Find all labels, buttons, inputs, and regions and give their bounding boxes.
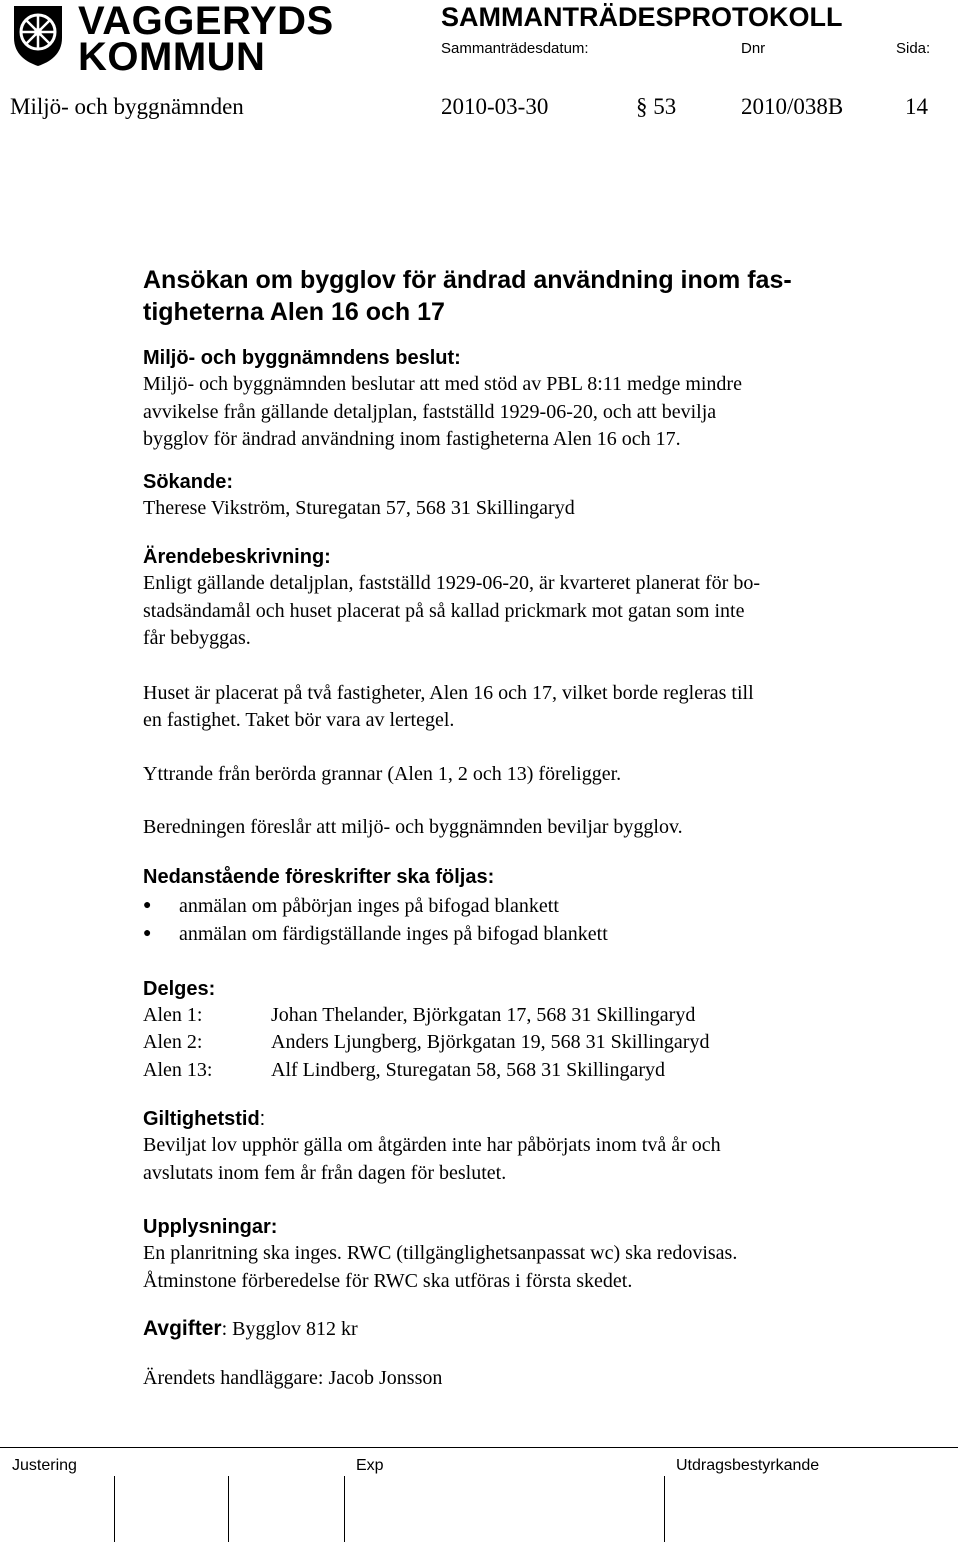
info-heading: Upplysningar: [143, 1216, 278, 1238]
description-paragraph-2: Huset är placerat på två fastigheter, Alen 16 och 17, vilket borde regleras till en fastighet. Taket bör vara av lertegel. [143, 681, 754, 731]
applicant-heading: Sökande: [143, 470, 234, 493]
table-row: Alen 1: Johan Thelander, Björkgatan 17, 568 31 Skillingaryd [143, 1003, 696, 1026]
footer-divider [0, 1447, 958, 1448]
certification-label: Utdragsbestyrkande [676, 1457, 820, 1474]
document-title: SAMMANTRÄDESPROTOKOLL [441, 2, 843, 32]
table-row: Alen 2: Anders Ljungberg, Björkgatan 19, 568 31 Skillingaryd [143, 1031, 710, 1053]
requirements-list [143, 892, 883, 948]
municipality-logo [10, 2, 66, 68]
description-paragraph-4: Beredningen föreslår att miljö- och byggnämnden beviljar bygglov. [143, 816, 683, 838]
distribution-heading: Delges: [143, 977, 216, 1000]
signature-box-2 [114, 1476, 229, 1542]
page-label: Sida: [896, 40, 931, 57]
requirements-heading: Nedanstående föreskrifter ska följas: [143, 865, 495, 888]
info-text: En planritning ska inges. RWC (tillgänglighetsanpassat wc) ska redovisas. Åtminstone förberedelse för RWC ska utföras i första skedet. [143, 1242, 738, 1292]
decision-text: Miljö- och byggnämnden beslutar att med stöd av PBL 8:11 medge mindre avvikelse från gällande detaljplan, fastställd 1929-06-20, och att bevilja bygglov för ändrad användning inom fastigheterna Alen 16 och 17. [143, 373, 742, 450]
date-label: Sammanträdesdatum: [441, 40, 589, 57]
list-item: ● anmälan om påbörjan inges på bifogad blankett [143, 892, 883, 920]
section-number: § 53 [636, 94, 677, 119]
committee-name: Miljö- och byggnämnden [10, 94, 244, 119]
applicant-text: Therese Vikström, Sturegatan 57, 568 31 Skillingaryd [143, 496, 575, 519]
brand-name-line1: VAGGERYDS [78, 0, 334, 43]
fees-text: : Bygglov 812 kr [221, 1318, 358, 1340]
meeting-date: 2010-03-30 [441, 94, 549, 119]
case-handler: Ärendets handläggare: Jacob Jonsson [143, 1367, 443, 1389]
dnr-label: Dnr [741, 40, 766, 57]
list-item: ● anmälan om färdigställande inges på bifogad blankett [143, 920, 883, 948]
table-row: Alen 13: Alf Lindberg, Sturegatan 58, 568 31 Skillingaryd [143, 1058, 666, 1081]
decision-heading: Miljö- och byggnämndens beslut: [143, 347, 461, 369]
document-body [143, 264, 883, 1393]
signature-box-3 [228, 1476, 345, 1542]
exp-label: Exp [356, 1457, 384, 1474]
case-title [143, 264, 883, 328]
case-title-line2: tigheterna Alen 16 och 17 [143, 298, 445, 326]
justering-label: Justering [12, 1457, 77, 1474]
case-number: 2010/038B [741, 94, 844, 119]
fees-heading: Avgifter [143, 1317, 222, 1340]
description-paragraph-3: Yttrande från berörda grannar (Alen 1, 2 och 13) föreligger. [143, 762, 622, 785]
description-paragraph-1: Enligt gällande detaljplan, fastställd 1929-06-20, är kvarteret planerat för bo- stadsändamål och huset placerat på så kallad prickmark mot gatan som inte får bebyggas. [143, 572, 761, 649]
validity-text: Beviljat lov upphör gälla om åtgärden inte har påbörjats inom två år och avslutats inom fem år från dagen för beslutet. [143, 1134, 721, 1184]
brand-name-line2: KOMMUN [78, 35, 266, 79]
validity-heading: Giltighetstid: [143, 1108, 266, 1130]
description-heading: Ärendebeskrivning: [143, 546, 331, 568]
distribution-table [143, 1002, 709, 1085]
page-number: 14 [905, 94, 928, 119]
exp-box [344, 1476, 665, 1542]
fees-line [143, 1315, 883, 1347]
case-title-line1: Ansökan om bygglov för ändrad användning inom fas- [143, 266, 792, 294]
signature-box-1 [0, 1476, 115, 1542]
